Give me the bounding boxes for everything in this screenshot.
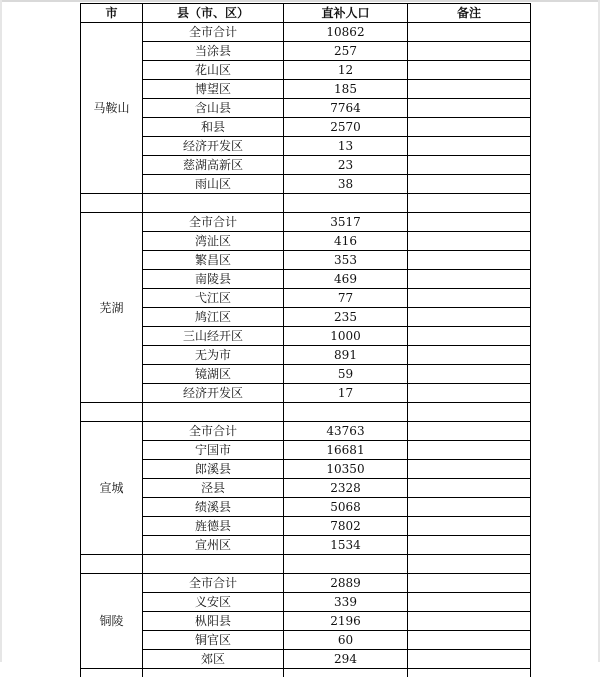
table-row [81, 384, 531, 403]
table-row [81, 593, 531, 612]
table-row [81, 175, 531, 194]
note-cell [408, 270, 531, 289]
table-row [81, 498, 531, 517]
county-cell: 鸠江区 [143, 308, 284, 327]
blank-cell [284, 403, 408, 422]
population-cell: 10350 [284, 460, 408, 479]
population-cell: 1534 [284, 536, 408, 555]
table-header-row [81, 4, 531, 23]
note-cell [408, 536, 531, 555]
city-cell: 铜陵 [81, 574, 143, 669]
population-cell: 2889 [284, 574, 408, 593]
table-row [81, 251, 531, 270]
note-cell [408, 308, 531, 327]
table-row [81, 42, 531, 61]
county-cell: 铜官区 [143, 631, 284, 650]
population-cell: 13 [284, 137, 408, 156]
table-row [81, 479, 531, 498]
population-cell: 2570 [284, 118, 408, 137]
county-cell: 无为市 [143, 346, 284, 365]
note-cell [408, 441, 531, 460]
blank-cell [408, 194, 531, 213]
population-cell: 10862 [284, 23, 408, 42]
note-cell [408, 460, 531, 479]
note-cell [408, 137, 531, 156]
header-population: 直补人口 [284, 4, 408, 23]
city-cell: 宣城 [81, 422, 143, 555]
population-cell: 23 [284, 156, 408, 175]
population-cell: 469 [284, 270, 408, 289]
page-left-border [0, 0, 2, 662]
note-cell [408, 631, 531, 650]
population-cell: 339 [284, 593, 408, 612]
table-row [81, 460, 531, 479]
table-row [81, 365, 531, 384]
table-row [81, 631, 531, 650]
population-cell: 185 [284, 80, 408, 99]
blank-cell [143, 194, 284, 213]
county-cell: 经济开发区 [143, 384, 284, 403]
blank-cell [284, 555, 408, 574]
blank-cell [143, 555, 284, 574]
blank-cell [284, 669, 408, 677]
header-city: 市 [81, 4, 143, 23]
population-cell: 60 [284, 631, 408, 650]
blank-cell [143, 669, 284, 677]
note-cell [408, 593, 531, 612]
population-cell: 12 [284, 61, 408, 80]
note-cell [408, 365, 531, 384]
separator-row [81, 669, 531, 677]
blank-cell [408, 555, 531, 574]
county-cell: 枞阳县 [143, 612, 284, 631]
county-cell: 弋江区 [143, 289, 284, 308]
blank-cell [408, 669, 531, 677]
county-cell: 宣州区 [143, 536, 284, 555]
table-row [81, 137, 531, 156]
county-cell: 全市合计 [143, 422, 284, 441]
county-cell: 全市合计 [143, 213, 284, 232]
note-cell [408, 327, 531, 346]
note-cell [408, 498, 531, 517]
population-cell: 59 [284, 365, 408, 384]
county-cell: 全市合计 [143, 574, 284, 593]
county-cell: 博望区 [143, 80, 284, 99]
table-row [81, 213, 531, 232]
county-cell: 慈湖高新区 [143, 156, 284, 175]
blank-cell [284, 194, 408, 213]
blank-cell [408, 403, 531, 422]
note-cell [408, 422, 531, 441]
note-cell [408, 232, 531, 251]
table-row [81, 289, 531, 308]
note-cell [408, 346, 531, 365]
county-cell: 郊区 [143, 650, 284, 669]
note-cell [408, 612, 531, 631]
population-cell: 257 [284, 42, 408, 61]
table-row [81, 327, 531, 346]
county-cell: 全市合计 [143, 23, 284, 42]
note-cell [408, 384, 531, 403]
county-cell: 郎溪县 [143, 460, 284, 479]
blank-cell [81, 669, 143, 677]
population-cell: 17 [284, 384, 408, 403]
note-cell [408, 517, 531, 536]
county-cell: 绩溪县 [143, 498, 284, 517]
population-cell: 353 [284, 251, 408, 270]
county-cell: 花山区 [143, 61, 284, 80]
county-cell: 湾沚区 [143, 232, 284, 251]
table-row [81, 156, 531, 175]
county-cell: 三山经开区 [143, 327, 284, 346]
table-row [81, 422, 531, 441]
population-cell: 3517 [284, 213, 408, 232]
population-cell: 43763 [284, 422, 408, 441]
county-cell: 泾县 [143, 479, 284, 498]
note-cell [408, 118, 531, 137]
table-row [81, 517, 531, 536]
table-row [81, 61, 531, 80]
blank-cell [143, 403, 284, 422]
county-cell: 当涂县 [143, 42, 284, 61]
blank-cell [81, 403, 143, 422]
note-cell [408, 574, 531, 593]
separator-row [81, 403, 531, 422]
population-cell: 294 [284, 650, 408, 669]
note-cell [408, 251, 531, 270]
city-cell: 芜湖 [81, 213, 143, 403]
note-cell [408, 23, 531, 42]
table-row [81, 270, 531, 289]
population-cell: 5068 [284, 498, 408, 517]
note-cell [408, 61, 531, 80]
note-cell [408, 80, 531, 99]
note-cell [408, 213, 531, 232]
county-cell: 和县 [143, 118, 284, 137]
header-county: 县（市、区） [143, 4, 284, 23]
table-row [81, 232, 531, 251]
table-row [81, 650, 531, 669]
table-row [81, 346, 531, 365]
table-row [81, 80, 531, 99]
table-row [81, 118, 531, 137]
population-table [80, 3, 531, 677]
population-cell: 416 [284, 232, 408, 251]
population-cell: 235 [284, 308, 408, 327]
table-row [81, 308, 531, 327]
population-cell: 891 [284, 346, 408, 365]
table-row [81, 441, 531, 460]
county-cell: 义安区 [143, 593, 284, 612]
blank-cell [81, 555, 143, 574]
population-cell: 2196 [284, 612, 408, 631]
note-cell [408, 156, 531, 175]
population-cell: 2328 [284, 479, 408, 498]
header-note: 备注 [408, 4, 531, 23]
table-row [81, 99, 531, 118]
county-cell: 旌德县 [143, 517, 284, 536]
county-cell: 镜湖区 [143, 365, 284, 384]
note-cell [408, 650, 531, 669]
population-cell: 7764 [284, 99, 408, 118]
table-body [81, 23, 531, 677]
table-row [81, 536, 531, 555]
table-row [81, 23, 531, 42]
blank-cell [81, 194, 143, 213]
population-cell: 38 [284, 175, 408, 194]
note-cell [408, 479, 531, 498]
city-cell: 马鞍山 [81, 23, 143, 194]
population-cell: 16681 [284, 441, 408, 460]
separator-row [81, 555, 531, 574]
population-cell: 1000 [284, 327, 408, 346]
page-top-border [0, 0, 600, 2]
county-cell: 南陵县 [143, 270, 284, 289]
table-row [81, 612, 531, 631]
separator-row [81, 194, 531, 213]
note-cell [408, 175, 531, 194]
note-cell [408, 42, 531, 61]
population-cell: 77 [284, 289, 408, 308]
population-cell: 7802 [284, 517, 408, 536]
note-cell [408, 99, 531, 118]
county-cell: 雨山区 [143, 175, 284, 194]
table-row [81, 574, 531, 593]
county-cell: 宁国市 [143, 441, 284, 460]
county-cell: 经济开发区 [143, 137, 284, 156]
county-cell: 繁昌区 [143, 251, 284, 270]
note-cell [408, 289, 531, 308]
county-cell: 含山县 [143, 99, 284, 118]
